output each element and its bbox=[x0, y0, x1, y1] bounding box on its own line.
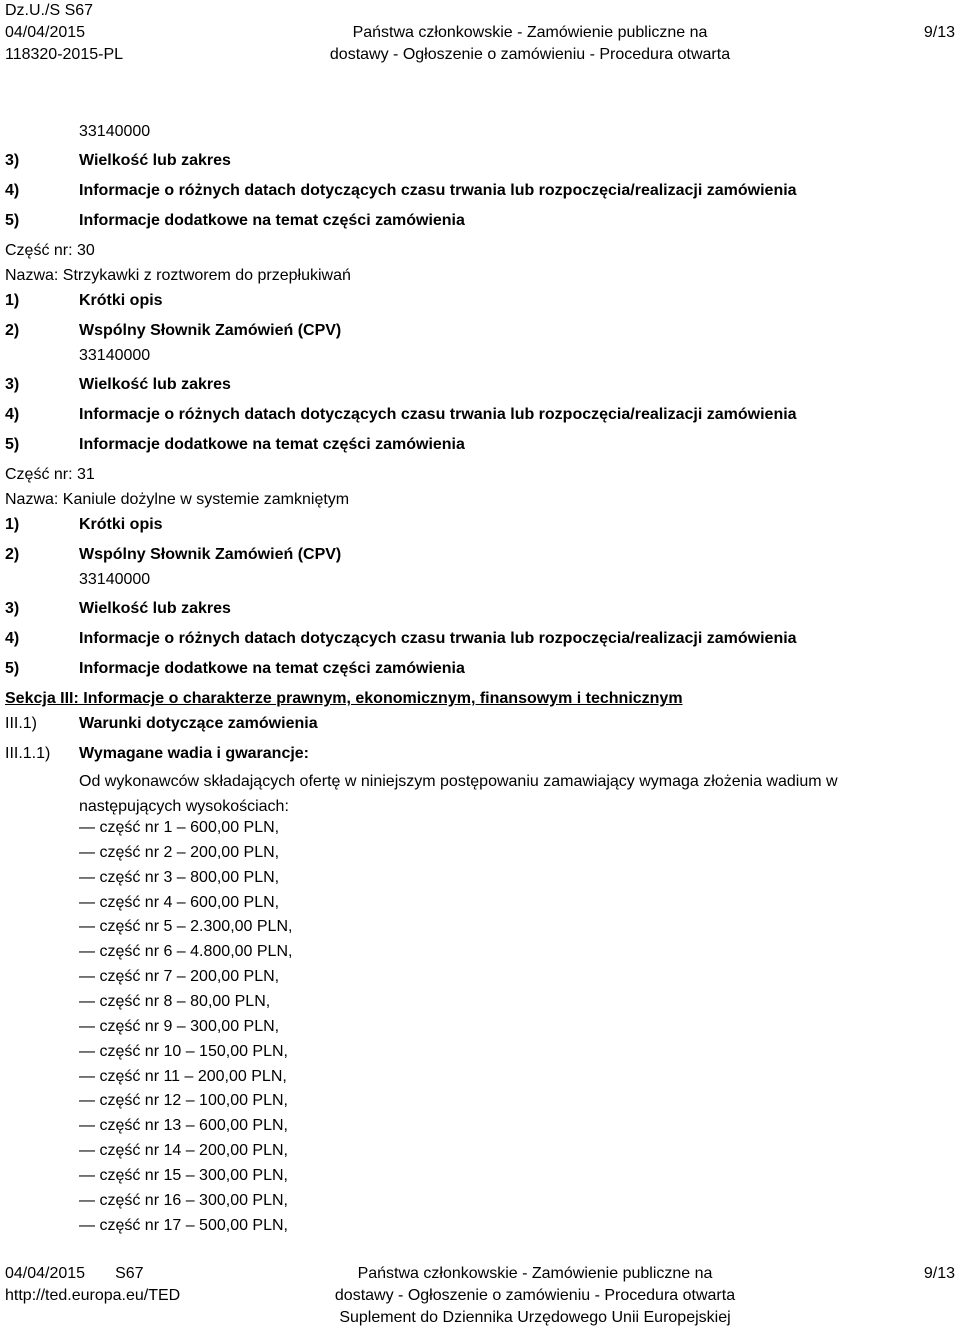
item-number: 4) bbox=[5, 182, 20, 199]
deposit-item: — część nr 12 – 100,00 PLN, bbox=[79, 1092, 288, 1109]
deposit-item: — część nr 14 – 200,00 PLN, bbox=[79, 1142, 288, 1159]
journal-ref: Dz.U./S S67 bbox=[5, 2, 94, 19]
item-number: 5) bbox=[5, 660, 20, 677]
part-number-text: Część nr: 31 bbox=[5, 466, 95, 483]
item-number: 4) bbox=[5, 406, 20, 423]
header-title-line1: Państwa członkowskie - Zamówienie publiczne na bbox=[352, 24, 708, 41]
part-name bbox=[5, 490, 349, 510]
header-title-line2: dostawy - Ogłoszenie o zamówieniu - Procedura otwarta bbox=[329, 46, 731, 63]
deposit-item: — część nr 17 – 500,00 PLN, bbox=[79, 1217, 288, 1234]
item-number: 4) bbox=[5, 630, 20, 647]
item-number: 1) bbox=[5, 292, 20, 309]
item-heading: Wielkość lub zakres bbox=[79, 152, 231, 169]
part-number bbox=[5, 465, 95, 485]
item-number: 3) bbox=[5, 376, 20, 393]
deposit-item: — część nr 9 – 300,00 PLN, bbox=[79, 1018, 280, 1035]
item-heading: Informacje dodatkowe na temat części zamówienia bbox=[79, 212, 465, 229]
part-name-text: Nazwa: Strzykawki z roztworem do przepłukiwań bbox=[5, 267, 351, 284]
cpv-code: 33140000 bbox=[79, 123, 151, 140]
item-number: 5) bbox=[5, 212, 20, 229]
publication-date: 04/04/2015 bbox=[5, 24, 86, 41]
part-number-text: Część nr: 30 bbox=[5, 242, 95, 259]
deposit-item: — część nr 1 – 600,00 PLN, bbox=[79, 819, 280, 836]
item-heading: Wielkość lub zakres bbox=[79, 376, 231, 393]
page-number: 9/13 bbox=[923, 24, 955, 41]
deposit-item: — część nr 6 – 4.800,00 PLN, bbox=[79, 943, 293, 960]
footer-title-line2: dostawy - Ogłoszenie o zamówieniu - Procedura otwarta bbox=[334, 1287, 736, 1304]
item-heading: Informacje o różnych datach dotyczących czasu trwania lub rozpoczęcia/realizacji zamówienia bbox=[79, 630, 797, 647]
footer-title-line1: Państwa członkowskie - Zamówienie publiczne na bbox=[357, 1265, 713, 1282]
item-number: 3) bbox=[5, 600, 20, 617]
deposit-item: — część nr 3 – 800,00 PLN, bbox=[79, 869, 280, 886]
item-number: 1) bbox=[5, 516, 20, 533]
deposit-item: — część nr 4 – 600,00 PLN, bbox=[79, 894, 280, 911]
item-heading: Krótki opis bbox=[79, 292, 163, 309]
deposit-item: — część nr 13 – 600,00 PLN, bbox=[79, 1117, 288, 1134]
cpv-code: 33140000 bbox=[79, 571, 151, 588]
item-heading: Wielkość lub zakres bbox=[79, 600, 231, 617]
deposit-item: — część nr 7 – 200,00 PLN, bbox=[79, 968, 280, 985]
document-id: 118320-2015-PL bbox=[5, 46, 124, 63]
footer-right bbox=[924, 1263, 955, 1285]
footer-url[interactable]: http://ted.europa.eu/TED bbox=[5, 1287, 181, 1304]
deposit-item: — część nr 16 – 300,00 PLN, bbox=[79, 1192, 288, 1209]
header-title bbox=[310, 0, 750, 66]
item-number: 5) bbox=[5, 436, 20, 453]
deposit-paragraph: Od wykonawców składających ofertę w niniejszym postępowaniu zamawiający wymaga złożenia wadium w następujących wysokościach: bbox=[79, 773, 838, 815]
item-number: 3) bbox=[5, 152, 20, 169]
item-heading: Informacje dodatkowe na temat części zamówienia bbox=[79, 660, 465, 677]
footer-date: 04/04/2015 bbox=[5, 1265, 86, 1282]
item-heading: Krótki opis bbox=[79, 516, 163, 533]
part-name bbox=[5, 266, 351, 286]
item-heading: Informacje o różnych datach dotyczących czasu trwania lub rozpoczęcia/realizacji zamówienia bbox=[79, 182, 797, 199]
deposit-item: — część nr 2 – 200,00 PLN, bbox=[79, 844, 280, 861]
subsection-heading: Wymagane wadia i gwarancje: bbox=[79, 745, 310, 762]
subsection-heading: Warunki dotyczące zamówienia bbox=[79, 715, 318, 732]
cpv-code: 33140000 bbox=[79, 347, 151, 364]
deposit-item: — część nr 5 – 2.300,00 PLN, bbox=[79, 918, 293, 935]
subsection-number: III.1) bbox=[5, 715, 38, 732]
item-heading: Informacje o różnych datach dotyczących czasu trwania lub rozpoczęcia/realizacji zamówienia bbox=[79, 406, 797, 423]
subsection-number: III.1.1) bbox=[5, 745, 51, 762]
header-left bbox=[5, 0, 123, 66]
footer-left bbox=[5, 1263, 305, 1307]
section-title: Sekcja III: Informacje o charakterze prawnym, ekonomicznym, finansowym i technicznym bbox=[5, 690, 683, 707]
footer-page-number: 9/13 bbox=[923, 1265, 955, 1282]
deposit-item: — część nr 10 – 150,00 PLN, bbox=[79, 1043, 288, 1060]
footer-title-line3: Suplement do Dziennika Urzędowego Unii Europejskiej bbox=[339, 1309, 731, 1326]
part-name-text: Nazwa: Kaniule dożylne w systemie zamkniętym bbox=[5, 491, 350, 508]
deposit-item: — część nr 11 – 200,00 PLN, bbox=[79, 1068, 287, 1085]
deposit-item: — część nr 8 – 80,00 PLN, bbox=[79, 993, 271, 1010]
item-heading: Wspólny Słownik Zamówień (CPV) bbox=[79, 546, 342, 563]
deposit-item: — część nr 15 – 300,00 PLN, bbox=[79, 1167, 288, 1184]
item-heading: Wspólny Słownik Zamówień (CPV) bbox=[79, 322, 342, 339]
header-right bbox=[924, 0, 955, 44]
footer-title bbox=[310, 1263, 760, 1329]
item-heading: Informacje dodatkowe na temat części zamówienia bbox=[79, 436, 465, 453]
item-number: 2) bbox=[5, 546, 20, 563]
item-number: 2) bbox=[5, 322, 20, 339]
footer-date-line bbox=[5, 1263, 305, 1285]
footer-journal: S67 bbox=[115, 1265, 144, 1282]
part-number bbox=[5, 241, 95, 261]
